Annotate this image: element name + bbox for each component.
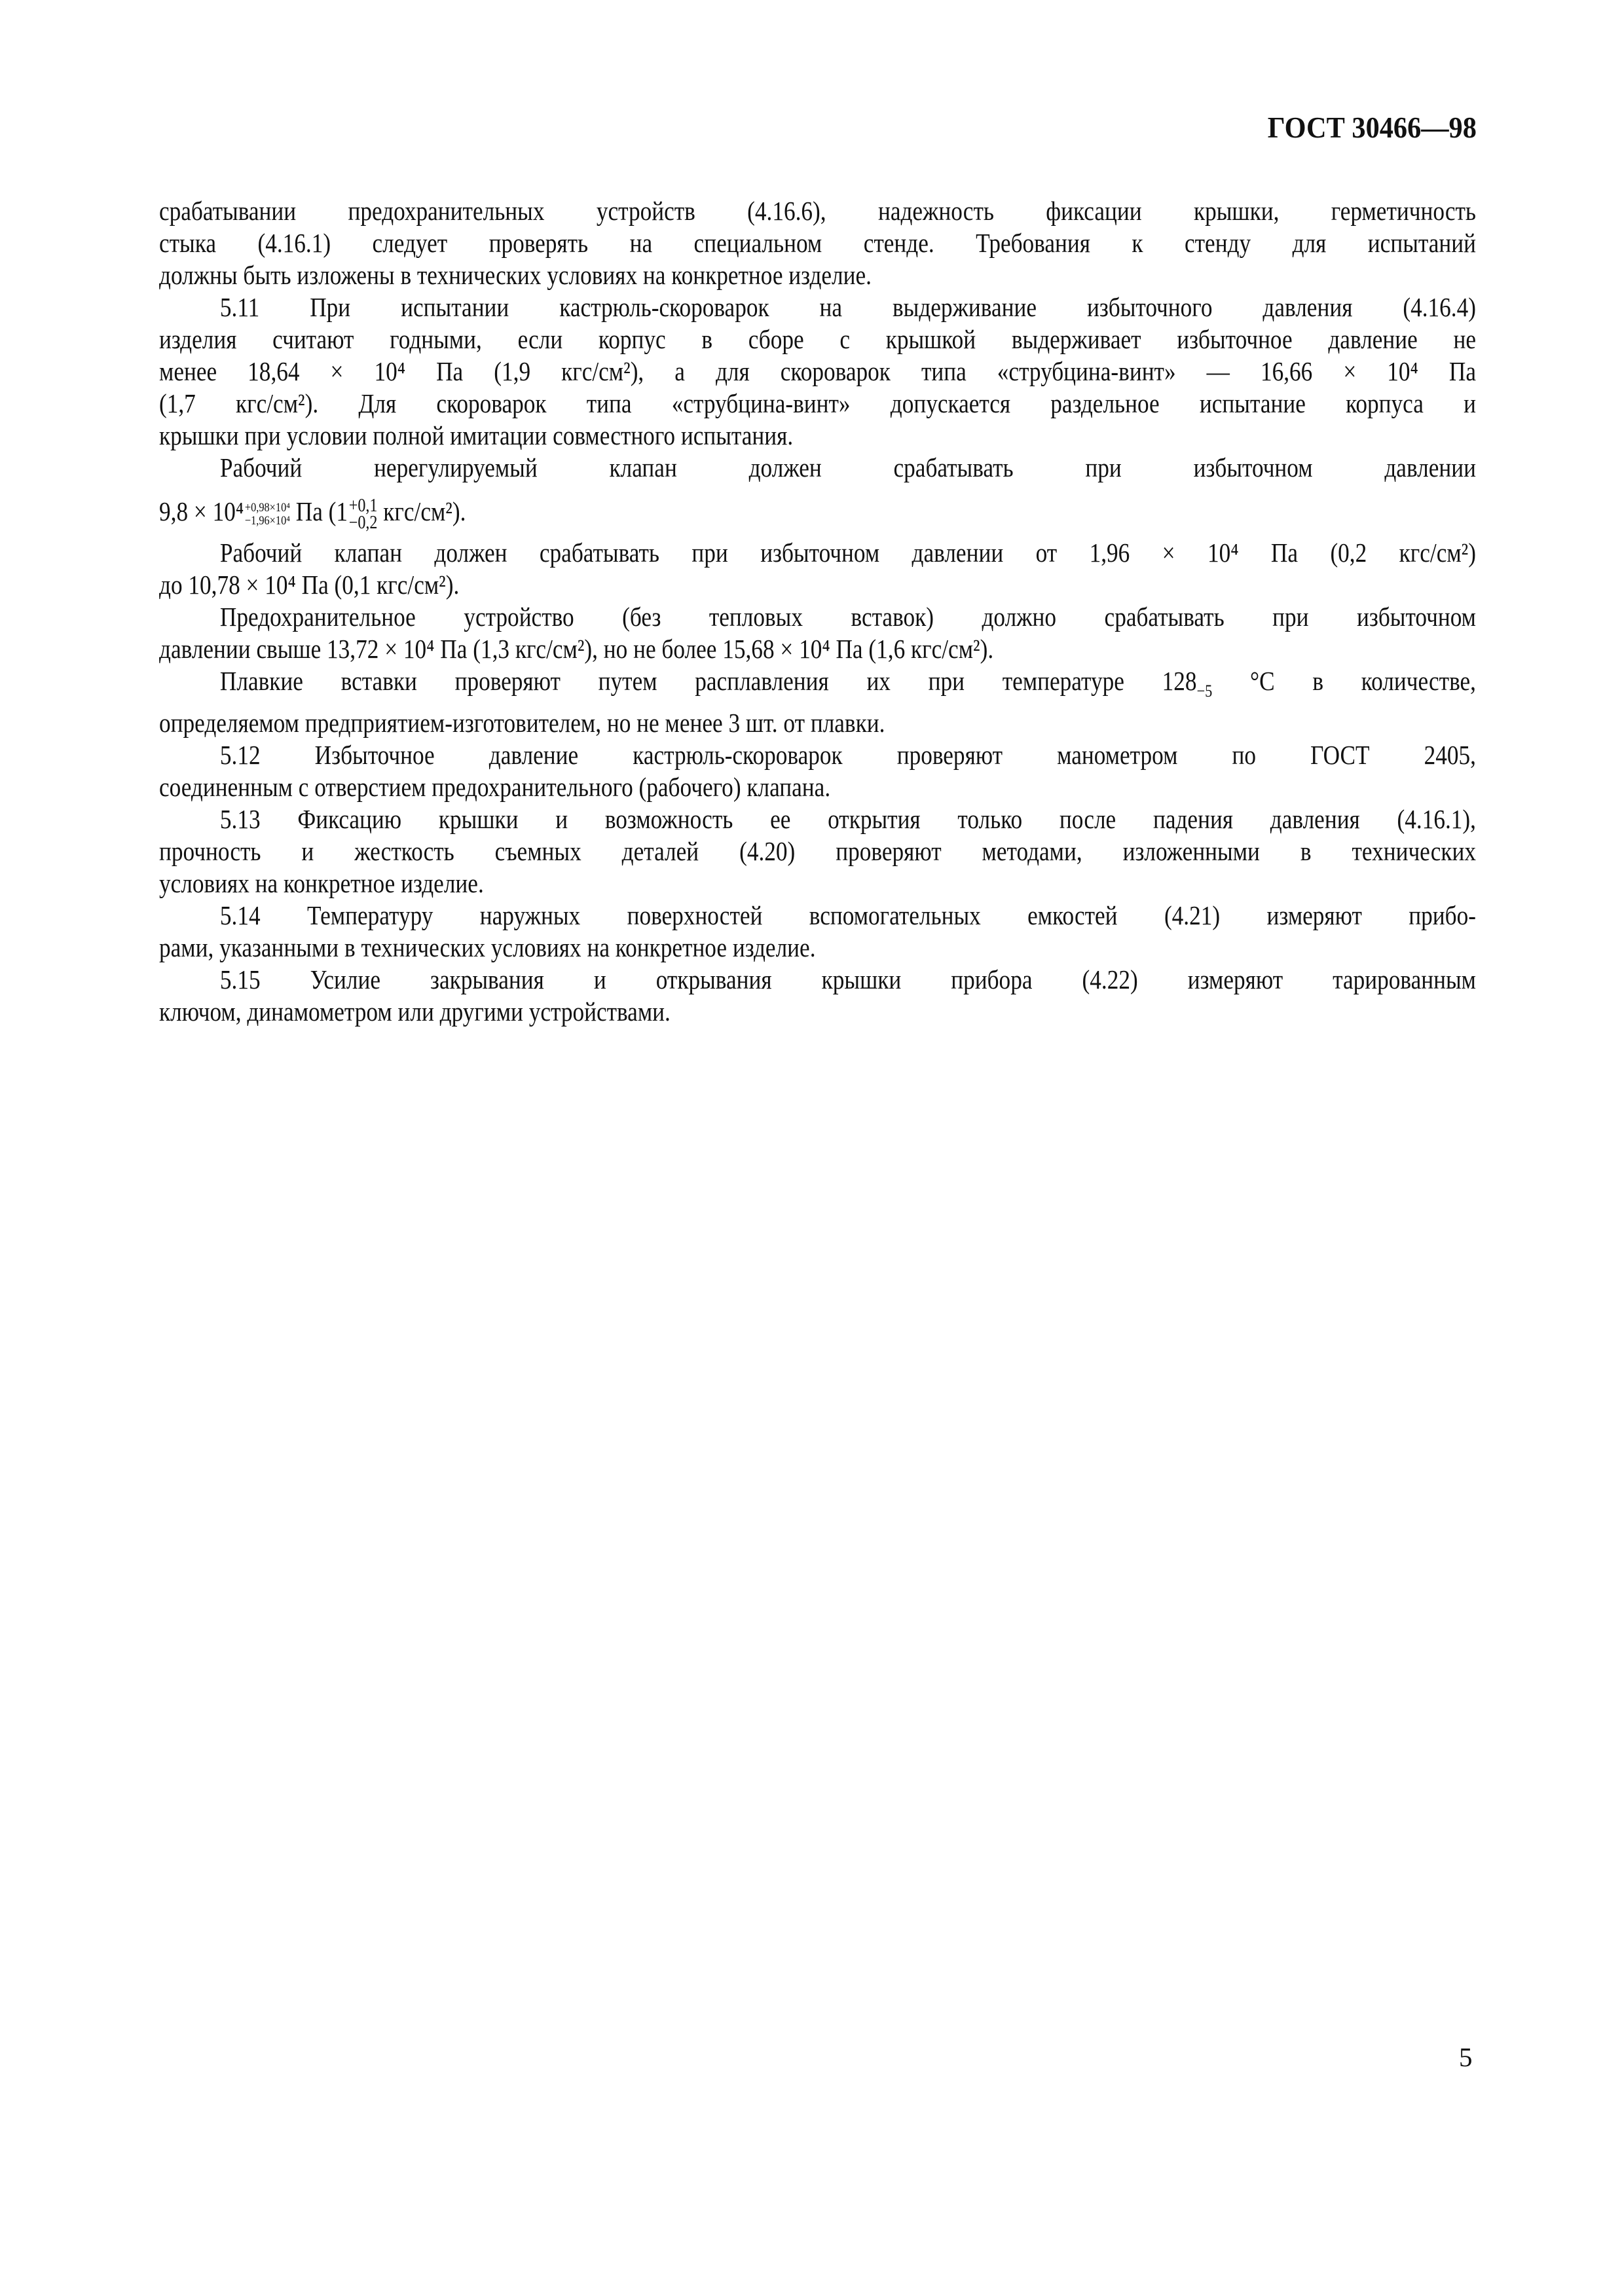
paragraph-fusible-inserts (159, 665, 1476, 739)
text-line: Рабочий клапан должен срабатывать при избыточном давлении от 1,96 × 10⁴ Па (0,2 кгс/см²) (219, 537, 1476, 568)
text-line: давлении свыше 13,72 × 10⁴ Па (1,3 кгс/см²), но не более 15,68 × 10⁴ Па (1,6 кгс/см²). (159, 633, 994, 664)
tolerance-upper-kgf: +0,1 (348, 495, 378, 516)
page-number: 5 (1459, 2042, 1473, 2072)
text-line: ключом, динамометром или другими устройствами. (159, 996, 671, 1027)
text-fragment: °С в количестве, (1212, 665, 1476, 696)
text-line: определяемом предприятием-изготовителем, но не менее 3 шт. от плавки. (159, 707, 885, 738)
paragraph-5-14 (159, 900, 1476, 964)
text-line: стыка (4.16.1) следует проверять на специальном стенде. Требования к стенду для испытаний (159, 228, 1476, 258)
text-line (159, 665, 1476, 707)
document-header: ГОСТ 30466—98 (1267, 111, 1477, 144)
paragraph-valve-unregulated (159, 452, 1476, 532)
text-line: Рабочий нерегулируемый клапан должен срабатывать при избыточном давлении (219, 452, 1476, 483)
tolerance-stack-kgf (348, 495, 378, 533)
paragraph-valve-working (159, 537, 1476, 601)
text-line: условиях на конкретное изделие. (159, 867, 484, 898)
tolerance-upper: +0,98×10⁴ (244, 500, 290, 515)
text-line: рами, указанными в технических условиях на конкретное изделие. (159, 932, 816, 962)
text-line: (1,7 кгс/см²). Для скороварок типа «струбцина-винт» допускается раздельное испытание корпуса и (159, 388, 1476, 418)
text-line: должны быть изложены в технических условиях на конкретное изделие. (159, 260, 872, 290)
text-line: соединенным с отверстием предохранительного (рабочего) клапана. (159, 771, 831, 802)
paragraph-5-15 (159, 964, 1476, 1028)
text-line: 5.11 При испытании кастрюль-скороварок на выдерживание избыточного давления (4.16.4) (219, 292, 1476, 322)
formula-tail: кгс/см²). (383, 496, 466, 526)
paragraph-continuation (159, 195, 1476, 291)
formula-unit: Па (1 (295, 496, 348, 526)
tolerance-lower-kgf: −0,2 (348, 512, 378, 533)
text-line: 5.15 Усилие закрывания и открывания крышки прибора (4.22) измеряют тарированным (219, 964, 1476, 994)
paragraph-5-13 (159, 803, 1476, 900)
tolerance-stack (245, 501, 290, 528)
paragraph-5-12 (159, 739, 1476, 803)
paragraph-5-11 (159, 291, 1476, 452)
text-line: прочность и жесткость съемных деталей (4.20) проверяют методами, изложенными в технических (159, 835, 1476, 866)
text-fragment: Плавкие вставки проверяют путем расплавления их при температуре 128 (219, 665, 1197, 696)
paragraph-safety-device (159, 601, 1476, 665)
formula-base: 9,8 × 10⁴ (159, 496, 244, 526)
text-line: 5.12 Избыточное давление кастрюль-скороварок проверяют манометром по ГОСТ 2405, (219, 739, 1476, 770)
text-line: крышки при условии полной имитации совместного испытания. (159, 420, 794, 450)
text-line: до 10,78 × 10⁴ Па (0,1 кгс/см²). (159, 569, 460, 600)
text-line: менее 18,64 × 10⁴ Па (1,9 кгс/см²), а для скороварок типа «струбцина-винт» — 16,66 × 10⁴ Па (159, 356, 1476, 386)
text-line: 5.13 Фиксацию крышки и возможность ее открытия только после падения давления (4.16.1), (219, 803, 1476, 834)
text-line: изделия считают годными, если корпус в сборе с крышкой выдерживает избыточное давление не (159, 324, 1476, 354)
pressure-tolerance-formula (159, 493, 1476, 532)
tolerance-lower: −1,96×10⁴ (244, 513, 290, 528)
temperature-tolerance: −5 (1196, 681, 1213, 701)
document-body (159, 195, 1476, 1028)
text-line: Предохранительное устройство (без тепловых вставок) должно срабатывать при избыточном (219, 601, 1476, 632)
text-line: 5.14 Температуру наружных поверхностей вспомогательных емкостей (4.21) измеряют прибо- (219, 900, 1476, 930)
text-line: срабатывании предохранительных устройств (4.16.6), надежность фиксации крышки, герметичность (159, 196, 1476, 226)
